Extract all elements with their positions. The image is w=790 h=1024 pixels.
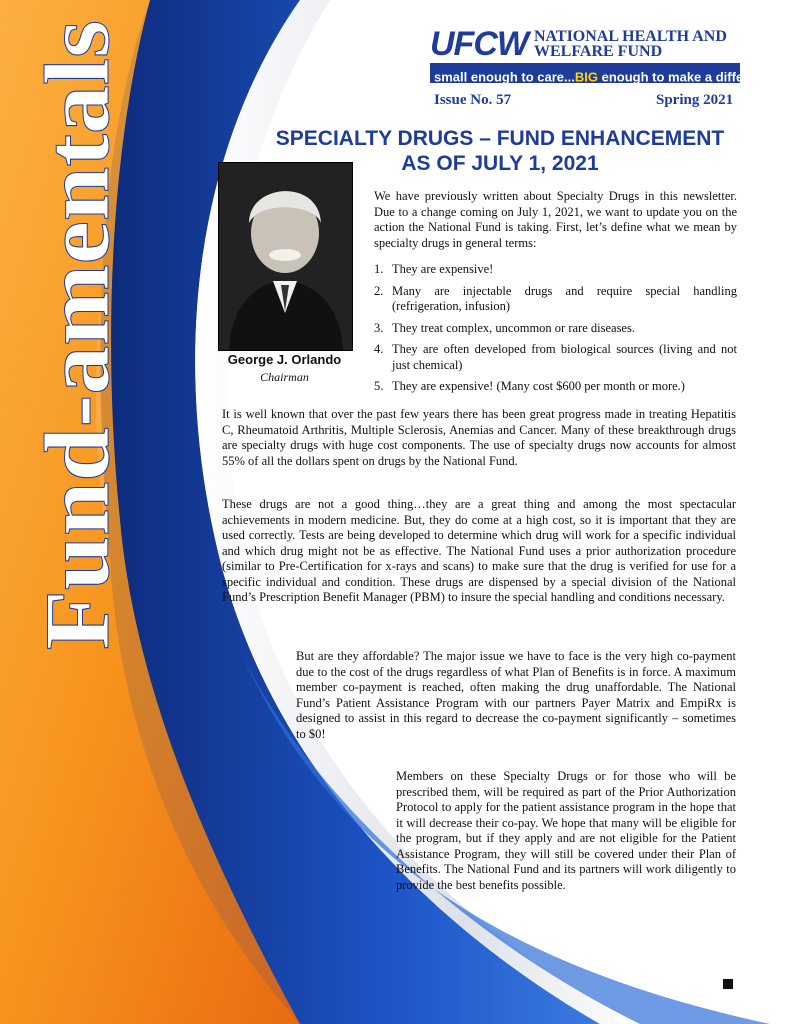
list-item-number: 5. [374,379,384,393]
list-item-number: 4. [374,342,384,356]
list-item [374,342,737,373]
logo-ufcw-wordmark: UFCW [430,25,528,63]
article-paragraph-2: These drugs are not a good thing…they are a great thing and among the most spectacular achievements in modern medicine. But, they do come at a high cost, so it is important that they are used correctly. Tests are being developed to determine which drug will work for a specific individual and which drug might not be as effective. The National Fund uses a prior authorization procedure (similar to Pre-Certification for x-rays and scans) to make sure that the drug is verified for use for a specific individual and condition. These drugs are dispensed by a special division of the National Fund’s Prescription Benefit Manager (PBM) to insure the special handling and conditions necessary. [222,497,736,604]
list-item-text: They treat complex, uncommon or rare diseases. [392,320,635,335]
portrait-icon [219,163,352,350]
logo-tagline [430,63,790,85]
list-item [374,262,737,278]
headline-line1: SPECIALTY DRUGS – FUND ENHANCEMENT [275,127,725,150]
tagline-reg-mark: ® [782,67,790,79]
article-intro: We have previously written about Specialty Drugs in this newsletter. Due to a change coming on July 1, 2021, we want to update you on the action the National Fund is taking. First, let’s define what we mean by specialty drugs in general terms: [374,189,737,250]
list-item-number: 2. [374,283,384,298]
logo-fund-name: NATIONAL HEALTH AND WELFARE FUND [533,28,727,60]
issue-number: Issue No. 57 [434,92,512,108]
list-item-number: 3. [374,320,384,335]
list-item-number: 1. [374,262,384,276]
list-item-text: They are expensive! (Many cost $600 per month or more.) [392,379,685,393]
ufcw-logo [430,25,790,85]
list-item [374,284,737,315]
headline-line2: AS OF JULY 1, 2021 [401,152,599,175]
tagline-part1: small enough to care... [434,69,575,85]
masthead-title-text: Fund-amentals [26,57,128,650]
list-item [374,321,737,337]
article-paragraph-3: But are they affordable? The major issue we have to face is the very high co-payment due to the cost of the drugs regardless of what Plan of Benefits is in force. A maximum member co-payment is reached, often making the drug unaffordable. The National Fund’s Patient Assistance Program with our partners Payer Matrix and EmpiRx is designed to assist in this regard to decrease the co-payment significantly – sometimes to $0! [296,649,736,741]
specialty-drug-list [374,262,737,401]
article-paragraph-4: Members on these Specialty Drugs or for those who will be prescribed them, will be required as part of the Prior Authorization Protocol to apply for the patient assistance program in the hope that it will decrease their co-pay. We hope that many will be eligible for the program, but if they apply and are not eligible for the Patient Assistance Program, they will still be covered under their Plan of Benefits. The National Fund and its partners will work diligently to provide the best benefits possible. [396,769,736,892]
article-paragraph-1: It is well known that over the past few years there has been great progress made in treating Hepatitis C, Rheumatoid Arthritis, Multiple Sclerosis, Anemias and Cancer. Many of these breakthrough drugs are specialty drugs with huge cost components. The use of specialty drugs now accounts for almost 55% of all the dollars spent on drugs by the National Fund. [222,407,736,468]
article-end-mark [723,979,733,989]
list-item-text: They are often developed from biological sources (living and not just chemical) [392,342,737,372]
tagline-part3: enough to make a difference! [598,69,783,85]
chairman-name: George J. Orlando [227,352,342,367]
list-item-text: Many are injectable drugs and require special handling (refrigeration, infusion) [392,283,737,313]
list-item-text: They are expensive! [392,262,494,276]
masthead-title [28,10,128,670]
tagline-big: BIG [574,69,598,85]
chairman-role: Chairman [260,370,309,384]
list-item [374,379,737,395]
issue-season: Spring 2021 [656,92,734,108]
chairman-portrait [218,162,353,351]
